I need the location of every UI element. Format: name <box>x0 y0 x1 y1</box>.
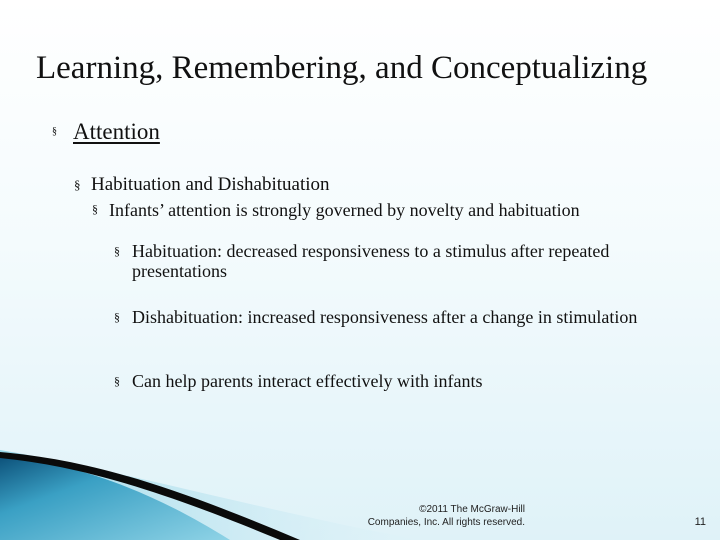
bullet-text: Infants’ attention is strongly governed by novelty and habituation <box>109 200 580 220</box>
slide-title: Learning, Remembering, and Conceptualizing <box>36 50 648 86</box>
bullet-icon: § <box>52 126 57 137</box>
page-number: 11 <box>694 516 706 528</box>
bullet-text: Habituation and Dishabituation <box>91 174 330 195</box>
copyright-line1: ©2011 The McGraw-Hill <box>419 504 525 515</box>
bullet-icon: § <box>114 310 120 324</box>
bullet-icon: § <box>114 374 120 388</box>
bullet-text: Habituation: decreased responsiveness to a stimulus after repeated presentations <box>132 241 610 281</box>
copyright-notice <box>345 503 525 529</box>
bullet-icon: § <box>114 244 120 258</box>
bullet-icon: § <box>92 202 98 216</box>
bullet-text: Dishabituation: increased responsiveness after a change in stimulation <box>132 307 638 327</box>
copyright-line2: Companies, Inc. All rights reserved. <box>367 517 525 528</box>
bullet-icon: § <box>74 177 81 192</box>
bullet-text: Can help parents interact effectively with infants <box>132 371 483 391</box>
bullet-text: Attention <box>73 119 160 144</box>
